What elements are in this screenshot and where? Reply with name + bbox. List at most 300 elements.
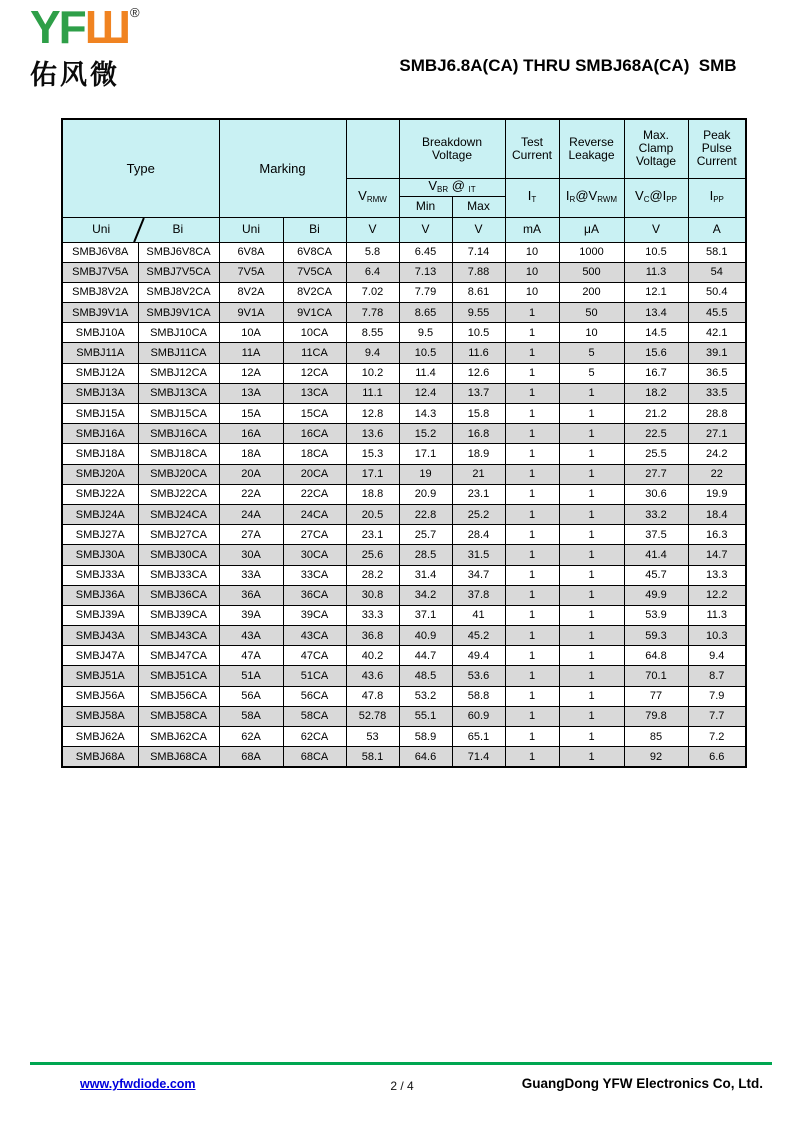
table-cell: SMBJ10A	[62, 323, 138, 343]
table-cell: 1	[505, 626, 559, 646]
table-cell: 58.1	[346, 747, 399, 767]
table-cell: SMBJ24A	[62, 504, 138, 524]
table-cell: 1	[559, 727, 624, 747]
table-cell: 12.6	[452, 363, 505, 383]
table-cell: 6.6	[688, 747, 746, 767]
table-cell: 15.8	[452, 404, 505, 424]
table-cell: 20.9	[399, 484, 452, 504]
table-cell: 1	[505, 424, 559, 444]
table-cell: 9.4	[346, 343, 399, 363]
table-cell: 22.5	[624, 424, 688, 444]
table-cell: 24.2	[688, 444, 746, 464]
table-cell: SMBJ33A	[62, 565, 138, 585]
table-cell: 11.1	[346, 383, 399, 403]
table-cell: 13.3	[688, 565, 746, 585]
table-cell: 1	[559, 404, 624, 424]
table-cell: 68CA	[283, 747, 346, 767]
logo-yf-letters: YF	[30, 1, 85, 53]
table-cell: SMBJ18CA	[138, 444, 219, 464]
table-cell: SMBJ7V5A	[62, 262, 138, 282]
logo-w-glyph: Ш	[84, 1, 130, 53]
table-cell: 22A	[219, 484, 283, 504]
symbol-it: $I_T$	[505, 178, 559, 217]
table-cell: 1	[505, 747, 559, 767]
col-header-marking: Marking	[219, 119, 346, 217]
table-cell: 27CA	[283, 525, 346, 545]
table-cell: 18.4	[688, 504, 746, 524]
table-cell: 1	[505, 444, 559, 464]
table-cell: 1	[559, 646, 624, 666]
yfw-logo-text	[30, 1, 140, 53]
table-cell: 23.1	[346, 525, 399, 545]
symbol-vrmw: $V_{RMW}$	[346, 178, 399, 217]
table-cell: SMBJ8V2A	[62, 282, 138, 302]
table-cell: 7.79	[399, 282, 452, 302]
table-cell: SMBJ39CA	[138, 605, 219, 625]
table-cell: 50	[559, 303, 624, 323]
col-header-max-clamp-voltage: Max. Clamp Voltage	[624, 119, 688, 178]
table-cell: 8.61	[452, 282, 505, 302]
table-cell: 6V8A	[219, 242, 283, 262]
table-cell: SMBJ62CA	[138, 727, 219, 747]
table-cell: 51A	[219, 666, 283, 686]
table-cell: 1	[505, 343, 559, 363]
table-cell: SMBJ62A	[62, 727, 138, 747]
table-cell: 1	[559, 605, 624, 625]
table-cell: 7.7	[688, 706, 746, 726]
table-cell: 12A	[219, 363, 283, 383]
table-cell: 12CA	[283, 363, 346, 383]
table-cell: SMBJ12CA	[138, 363, 219, 383]
symbol-vc-at-ipp: $V_C@I_{PP}$	[624, 178, 688, 217]
table-cell: 53.2	[399, 686, 452, 706]
table-cell: 7.9	[688, 686, 746, 706]
col-header-reverse-leakage: Reverse Leakage	[559, 119, 624, 178]
type-uni-bi-cell	[62, 217, 219, 242]
table-cell: 16A	[219, 424, 283, 444]
table-cell: 1	[559, 464, 624, 484]
table-cell: 37.8	[452, 585, 505, 605]
table-row	[62, 424, 746, 444]
table-cell: SMBJ6V8CA	[138, 242, 219, 262]
table-cell: 1	[559, 565, 624, 585]
table-cell: 14.7	[688, 545, 746, 565]
type-bi-label: Bi	[172, 222, 184, 236]
table-cell: 1	[559, 585, 624, 605]
table-cell: 20CA	[283, 464, 346, 484]
table-cell: 58.8	[452, 686, 505, 706]
table-cell: 22CA	[283, 484, 346, 504]
table-cell: 47.8	[346, 686, 399, 706]
table-cell: 1	[505, 525, 559, 545]
table-cell: 28.8	[688, 404, 746, 424]
table-cell: 37.5	[624, 525, 688, 545]
table-cell: 9.5	[399, 323, 452, 343]
table-cell: 47A	[219, 646, 283, 666]
table-cell: SMBJ13A	[62, 383, 138, 403]
table-cell: 21.2	[624, 404, 688, 424]
table-cell: 12.4	[399, 383, 452, 403]
table-cell: 30.6	[624, 484, 688, 504]
table-cell: 7.13	[399, 262, 452, 282]
table-cell: 5	[559, 363, 624, 383]
table-cell: 1	[505, 404, 559, 424]
table-cell: 10.3	[688, 626, 746, 646]
table-cell: 45.2	[452, 626, 505, 646]
table-cell: 9.4	[688, 646, 746, 666]
table-cell: 19.9	[688, 484, 746, 504]
unit-vc: V	[624, 217, 688, 242]
table-cell: 13.4	[624, 303, 688, 323]
logo-chinese-name: 佑风微	[30, 59, 120, 90]
table-cell: 33A	[219, 565, 283, 585]
col-header-breakdown-voltage: Breakdown Voltage	[399, 119, 505, 178]
type-uni-label: Uni	[92, 222, 111, 236]
table-cell: 21	[452, 464, 505, 484]
page-title: SMBJ6.8A(CA) THRU SMBJ68A(CA) SMB	[399, 56, 737, 75]
table-cell: 1	[505, 585, 559, 605]
table-cell: SMBJ12A	[62, 363, 138, 383]
table-cell: 64.8	[624, 646, 688, 666]
unit-ipp: A	[688, 217, 746, 242]
table-cell: 18.8	[346, 484, 399, 504]
table-cell: 6.45	[399, 242, 452, 262]
table-cell: 58A	[219, 706, 283, 726]
table-cell: 1	[505, 323, 559, 343]
company-name: GuangDong YFW Electronics Co, Ltd.	[521, 1076, 763, 1091]
table-cell: 1	[505, 706, 559, 726]
table-row	[62, 706, 746, 726]
table-cell: 36.8	[346, 626, 399, 646]
table-row	[62, 323, 746, 343]
table-cell: 13A	[219, 383, 283, 403]
table-cell: 41	[452, 605, 505, 625]
table-cell: 39A	[219, 605, 283, 625]
table-cell: SMBJ36CA	[138, 585, 219, 605]
table-cell: 14.5	[624, 323, 688, 343]
unit-min: V	[399, 217, 452, 242]
table-cell: 1	[559, 706, 624, 726]
table-cell: 56CA	[283, 686, 346, 706]
table-cell: 33.5	[688, 383, 746, 403]
table-cell: 18.2	[624, 383, 688, 403]
table-cell: 11.4	[399, 363, 452, 383]
table-cell: 24A	[219, 504, 283, 524]
table-cell: 77	[624, 686, 688, 706]
table-cell: 12.8	[346, 404, 399, 424]
table-cell: 30.8	[346, 585, 399, 605]
table-cell: 62CA	[283, 727, 346, 747]
table-cell: 10	[505, 282, 559, 302]
table-cell: 15.6	[624, 343, 688, 363]
table-cell: 20.5	[346, 504, 399, 524]
table-cell: 10.5	[624, 242, 688, 262]
table-cell: 68A	[219, 747, 283, 767]
table-row	[62, 605, 746, 625]
table-cell: 60.9	[452, 706, 505, 726]
table-cell: 39CA	[283, 605, 346, 625]
table-cell: 31.5	[452, 545, 505, 565]
table-cell: 39.1	[688, 343, 746, 363]
table-cell: SMBJ43A	[62, 626, 138, 646]
marking-uni-label: Uni	[219, 217, 283, 242]
table-cell: 15.2	[399, 424, 452, 444]
table-cell: 33.2	[624, 504, 688, 524]
table-row	[62, 727, 746, 747]
table-cell: 41.4	[624, 545, 688, 565]
table-cell: 1	[559, 484, 624, 504]
table-cell: 31.4	[399, 565, 452, 585]
table-cell: 1	[559, 626, 624, 646]
table-cell: 200	[559, 282, 624, 302]
table-cell: 9.55	[452, 303, 505, 323]
symbol-ir-at-vrwm: $I_R@V_{RWM}$	[559, 178, 624, 217]
table-cell: 43CA	[283, 626, 346, 646]
table-cell: 11.3	[688, 605, 746, 625]
symbol-ipp: $I_{PP}$	[688, 178, 746, 217]
table-cell: 9V1A	[219, 303, 283, 323]
table-row	[62, 383, 746, 403]
table-cell: 1	[559, 525, 624, 545]
table-cell: 51CA	[283, 666, 346, 686]
table-cell: SMBJ22CA	[138, 484, 219, 504]
table-cell: 40.9	[399, 626, 452, 646]
table-cell: 1	[505, 504, 559, 524]
table-cell: 14.3	[399, 404, 452, 424]
table-cell: SMBJ51CA	[138, 666, 219, 686]
table-cell: 1	[505, 545, 559, 565]
table-cell: 8.55	[346, 323, 399, 343]
table-cell: 52.78	[346, 706, 399, 726]
table-cell: 1	[505, 605, 559, 625]
table-cell: 8V2CA	[283, 282, 346, 302]
table-cell: 45.7	[624, 565, 688, 585]
table-cell: 44.7	[399, 646, 452, 666]
table-cell: 58.9	[399, 727, 452, 747]
table-cell: SMBJ20A	[62, 464, 138, 484]
table-cell: 1	[559, 666, 624, 686]
table-cell: 11.6	[452, 343, 505, 363]
table-cell: SMBJ11CA	[138, 343, 219, 363]
table-cell: 10	[559, 323, 624, 343]
table-cell: 16.3	[688, 525, 746, 545]
table-row	[62, 525, 746, 545]
table-cell: 1	[505, 646, 559, 666]
table-cell: 42.1	[688, 323, 746, 343]
table-cell: 15CA	[283, 404, 346, 424]
table-cell: 85	[624, 727, 688, 747]
table-cell: 1	[559, 383, 624, 403]
table-cell: 65.1	[452, 727, 505, 747]
table-cell: SMBJ18A	[62, 444, 138, 464]
table-cell: SMBJ27A	[62, 525, 138, 545]
table-cell: SMBJ7V5CA	[138, 262, 219, 282]
table-cell: 1	[559, 686, 624, 706]
table-cell: SMBJ24CA	[138, 504, 219, 524]
table-cell: 33.3	[346, 605, 399, 625]
table-cell: 11.3	[624, 262, 688, 282]
marking-bi-label: Bi	[283, 217, 346, 242]
table-cell: 53	[346, 727, 399, 747]
table-cell: SMBJ39A	[62, 605, 138, 625]
table-cell: 1	[505, 484, 559, 504]
table-cell: 7.14	[452, 242, 505, 262]
table-cell: SMBJ9V1A	[62, 303, 138, 323]
col-header-type: Type	[62, 119, 219, 217]
table-cell: 30CA	[283, 545, 346, 565]
table-cell: SMBJ56CA	[138, 686, 219, 706]
table-cell: 8V2A	[219, 282, 283, 302]
table-cell: SMBJ47CA	[138, 646, 219, 666]
table-cell: 500	[559, 262, 624, 282]
col-header-peak-pulse-current: Peak Pulse Current	[688, 119, 746, 178]
table-cell: SMBJ33CA	[138, 565, 219, 585]
table-cell: 71.4	[452, 747, 505, 767]
table-cell: 20A	[219, 464, 283, 484]
table-cell: 64.6	[399, 747, 452, 767]
table-cell: 27.1	[688, 424, 746, 444]
spec-table	[61, 118, 747, 768]
table-cell: 8.65	[399, 303, 452, 323]
table-cell: 17.1	[346, 464, 399, 484]
table-cell: SMBJ15A	[62, 404, 138, 424]
table-cell: 62A	[219, 727, 283, 747]
table-cell: 34.2	[399, 585, 452, 605]
table-cell: 1	[505, 666, 559, 686]
table-row	[62, 646, 746, 666]
table-cell: 1	[505, 383, 559, 403]
table-cell: SMBJ10CA	[138, 323, 219, 343]
table-cell: 1	[559, 444, 624, 464]
table-cell: 34.7	[452, 565, 505, 585]
table-cell: 17.1	[399, 444, 452, 464]
table-row	[62, 747, 746, 767]
table-cell: 53.6	[452, 666, 505, 686]
table-cell: 27.7	[624, 464, 688, 484]
table-row	[62, 404, 746, 424]
table-row	[62, 242, 746, 262]
table-cell: 1	[559, 545, 624, 565]
table-cell: 16CA	[283, 424, 346, 444]
vrmw-spacer-cell	[346, 119, 399, 178]
footer-divider	[30, 1062, 772, 1065]
table-cell: 5.8	[346, 242, 399, 262]
table-cell: SMBJ58A	[62, 706, 138, 726]
yfw-logo	[30, 1, 140, 92]
table-cell: 25.6	[346, 545, 399, 565]
table-cell: 25.5	[624, 444, 688, 464]
table-cell: 59.3	[624, 626, 688, 646]
table-cell: 30A	[219, 545, 283, 565]
table-cell: 11CA	[283, 343, 346, 363]
table-cell: 23.1	[452, 484, 505, 504]
table-cell: 8.7	[688, 666, 746, 686]
table-cell: 1	[505, 303, 559, 323]
table-cell: 7.02	[346, 282, 399, 302]
table-cell: 36CA	[283, 585, 346, 605]
table-cell: 5	[559, 343, 624, 363]
table-row	[62, 343, 746, 363]
table-row	[62, 444, 746, 464]
table-cell: 7V5CA	[283, 262, 346, 282]
table-cell: 36.5	[688, 363, 746, 383]
table-cell: SMBJ11A	[62, 343, 138, 363]
table-cell: 92	[624, 747, 688, 767]
table-cell: 58.1	[688, 242, 746, 262]
table-cell: 10A	[219, 323, 283, 343]
table-cell: 1000	[559, 242, 624, 262]
table-cell: SMBJ13CA	[138, 383, 219, 403]
table-cell: 1	[505, 464, 559, 484]
unit-vrmw: V	[346, 217, 399, 242]
website-link[interactable]: www.yfwdiode.com	[80, 1077, 196, 1091]
table-cell: 43A	[219, 626, 283, 646]
table-cell: 70.1	[624, 666, 688, 686]
table-cell: SMBJ16A	[62, 424, 138, 444]
table-cell: 43.6	[346, 666, 399, 686]
table-row	[62, 504, 746, 524]
table-cell: SMBJ9V1CA	[138, 303, 219, 323]
table-cell: SMBJ27CA	[138, 525, 219, 545]
table-cell: 10	[505, 242, 559, 262]
table-cell: 28.5	[399, 545, 452, 565]
table-row	[62, 565, 746, 585]
table-cell: 18A	[219, 444, 283, 464]
table-cell: SMBJ47A	[62, 646, 138, 666]
table-cell: SMBJ6V8A	[62, 242, 138, 262]
table-row	[62, 626, 746, 646]
table-row	[62, 282, 746, 302]
table-cell: 13CA	[283, 383, 346, 403]
table-cell: 10CA	[283, 323, 346, 343]
col-header-min: Min	[399, 196, 452, 217]
table-cell: 7.78	[346, 303, 399, 323]
table-cell: SMBJ20CA	[138, 464, 219, 484]
unit-ir: μA	[559, 217, 624, 242]
table-cell: SMBJ8V2CA	[138, 282, 219, 302]
table-cell: 15A	[219, 404, 283, 424]
page-number: 2 / 4	[390, 1079, 414, 1093]
table-cell: 36A	[219, 585, 283, 605]
table-cell: SMBJ16CA	[138, 424, 219, 444]
table-cell: SMBJ51A	[62, 666, 138, 686]
table-cell: 1	[505, 727, 559, 747]
table-cell: 13.6	[346, 424, 399, 444]
table-cell: SMBJ15CA	[138, 404, 219, 424]
table-row	[62, 363, 746, 383]
table-cell: 7.2	[688, 727, 746, 747]
table-cell: 58CA	[283, 706, 346, 726]
table-row	[62, 545, 746, 565]
unit-max: V	[452, 217, 505, 242]
table-cell: 47CA	[283, 646, 346, 666]
table-cell: 56A	[219, 686, 283, 706]
table-cell: 16.8	[452, 424, 505, 444]
table-cell: 50.4	[688, 282, 746, 302]
table-cell: 53.9	[624, 605, 688, 625]
table-cell: 24CA	[283, 504, 346, 524]
registered-trademark-icon: ®	[130, 5, 140, 20]
table-cell: 7V5A	[219, 262, 283, 282]
spec-table-body	[62, 242, 746, 767]
table-cell: 27A	[219, 525, 283, 545]
table-cell: SMBJ36A	[62, 585, 138, 605]
table-row	[62, 666, 746, 686]
table-cell: 37.1	[399, 605, 452, 625]
table-row	[62, 262, 746, 282]
table-row	[62, 585, 746, 605]
table-cell: 13.7	[452, 383, 505, 403]
